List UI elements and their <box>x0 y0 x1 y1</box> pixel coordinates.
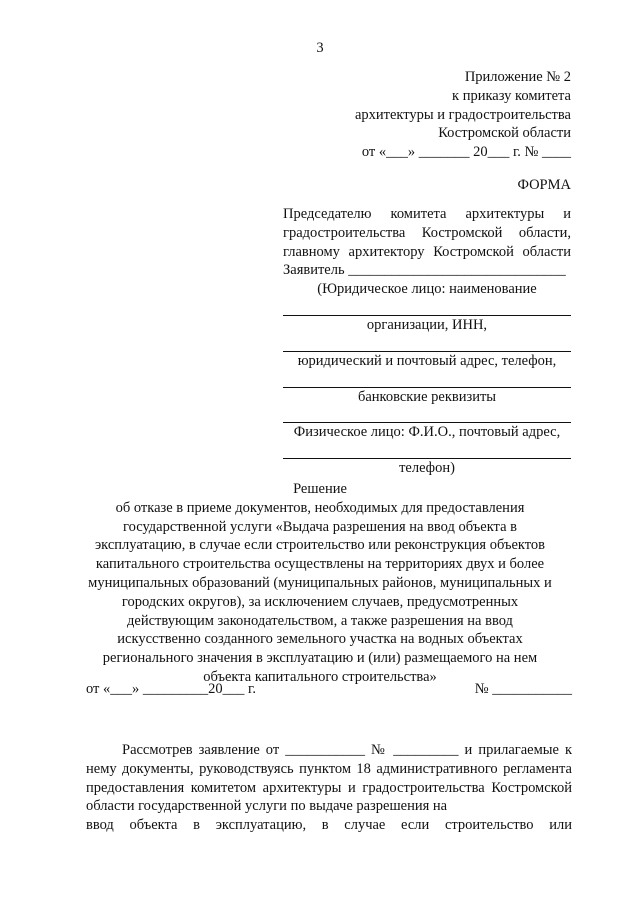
decision-date: от «___» _________20___ г. <box>86 681 256 697</box>
blank-line <box>283 446 571 459</box>
decision-line: объекта капитального строительства» <box>203 668 437 685</box>
blank-line <box>283 339 571 352</box>
recipient-line-3: главному архитектору Костромской области <box>283 243 571 260</box>
applicant-hint-5: Физическое лицо: Ф.И.О., почтовый адрес, <box>293 424 561 441</box>
page-number: 3 <box>316 40 324 56</box>
decision-line: капитального строительства осуществлены на территориях двух и более <box>95 556 545 573</box>
decision-line: об отказе в приеме документов, необходимых для предоставления <box>115 499 525 516</box>
applicant-hint-1: (Юридическое лицо: наименование <box>317 281 537 298</box>
applicant-hint-6: телефон) <box>399 460 455 477</box>
applicant-hint-3: юридический и почтовый адрес, телефон, <box>297 352 557 369</box>
blank-line <box>283 303 571 316</box>
appendix-line-4: Костромской области <box>438 125 571 142</box>
appendix-line-3: архитектуры и градостроительства <box>354 106 571 123</box>
decision-block <box>60 480 580 687</box>
recipient-block <box>283 205 571 478</box>
recipient-line-2: градостроительства Костромской области, <box>283 224 571 241</box>
form-label: ФОРМА <box>517 177 571 193</box>
decision-line: регионального значения в эксплуатацию и (или) размещаемого на нем <box>102 650 538 667</box>
decision-line: государственной услуги «Выдача разрешения на ввод объекта в <box>123 518 517 535</box>
blank-line <box>283 375 571 388</box>
applicant-hint-2: организации, ИНН, <box>366 316 488 333</box>
body-paragraph: Рассмотрев заявление от ___________ № _________ и прилагаемые к нему документы, руководствуясь пунктом 18 административного регламента предоставления комитетом архитектуры и градостроительства Костромской области государственной услуги по выдаче разрешения на <box>86 742 572 815</box>
body-last-line: ввод объекта в эксплуатацию, в случае если строительство или <box>86 817 572 834</box>
decision-title: Решение <box>293 481 347 497</box>
decision-number: № ___________ <box>474 681 572 697</box>
blank-line <box>283 410 571 423</box>
decision-line: эксплуатацию, в случае если строительство или реконструкция объектов <box>94 537 546 554</box>
decision-line: муниципальных образований (муниципальных районов, муниципальных и <box>88 574 552 591</box>
appendix-block <box>355 68 571 162</box>
decision-line: искусственно созданного земельного участка на водных объектах <box>117 631 523 648</box>
appendix-line-5: от «___» _______ 20___ г. № ____ <box>361 144 571 161</box>
appendix-line-1: Приложение № 2 <box>464 69 571 85</box>
body-text <box>86 741 572 835</box>
applicant-hint-4: банковские реквизиты <box>357 388 497 405</box>
decision-line: городских округов), за исключением случаев, предусмотренных <box>121 593 519 610</box>
appendix-line-2: к приказу комитета <box>452 87 571 104</box>
decision-line: действующим законодательством, а также разрешения на ввод <box>127 612 513 629</box>
applicant-field: Заявитель ______________________________ <box>283 262 566 279</box>
recipient-line-1: Председателю комитета архитектуры и <box>283 206 571 222</box>
